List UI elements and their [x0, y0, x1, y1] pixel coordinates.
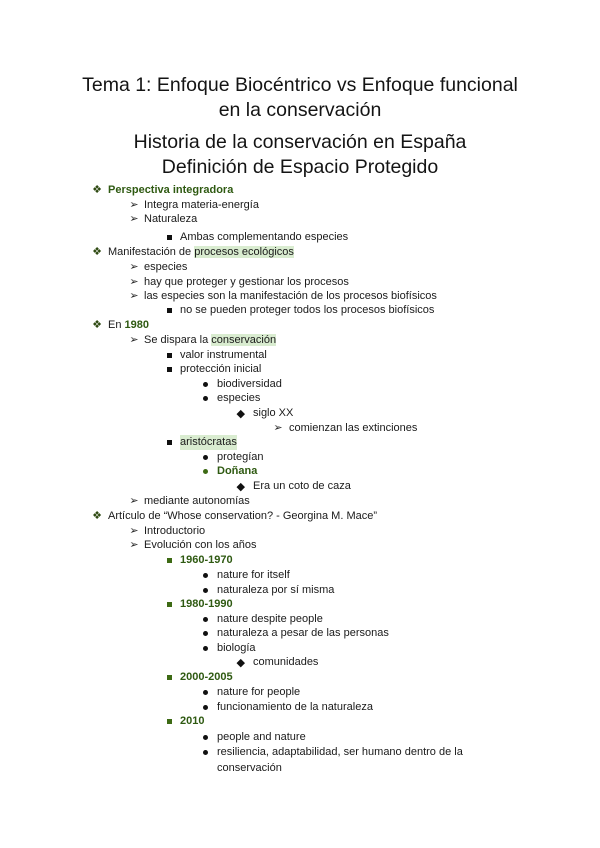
diamond-bullet-icon: ❖: [92, 246, 102, 258]
square-bullet-icon: [162, 435, 176, 450]
dot-bullet-icon: [198, 377, 212, 392]
square-bullet-icon: [162, 362, 176, 377]
arrow-bullet-icon: ➢: [129, 213, 139, 225]
square-bullet-icon: [162, 230, 176, 245]
dot-bullet-icon: [198, 612, 212, 627]
square-bullet-icon: [162, 348, 176, 363]
dot-bullet-icon: [198, 626, 212, 641]
dot-bullet-icon: [198, 730, 212, 745]
square-bullet-icon: [162, 597, 176, 612]
dot-bullet-icon: [198, 641, 212, 656]
dot-bullet-icon: [198, 450, 212, 465]
square-bullet-icon: [162, 714, 176, 729]
arrow-bullet-icon: ➢: [129, 276, 139, 288]
dot-bullet-icon: [198, 464, 212, 479]
title-line-2: en la conservación: [218, 99, 382, 121]
highlighted-text: aristócratas: [180, 436, 237, 448]
diamond-bullet-icon: [234, 479, 248, 494]
diamond-bullet-icon: ❖: [92, 510, 102, 522]
dot-bullet-icon: [198, 745, 212, 760]
title-line-4: Definición de Espacio Protegido: [161, 156, 439, 178]
title-line-1: Tema 1: Enfoque Biocéntrico vs Enfoque funcional: [82, 74, 518, 96]
arrow-bullet-icon: ➢: [129, 539, 139, 551]
dot-bullet-icon: [198, 391, 212, 406]
dot-bullet-icon: [198, 568, 212, 583]
highlighted-text: conservación: [211, 334, 277, 346]
arrow-bullet-icon: ➢: [129, 199, 139, 211]
arrow-bullet-icon: ➢: [129, 334, 139, 346]
arrow-bullet-icon: ➢: [273, 422, 283, 434]
arrow-bullet-icon: ➢: [129, 525, 139, 537]
diamond-bullet-icon: [234, 406, 248, 421]
square-bullet-icon: [162, 553, 176, 568]
dot-bullet-icon: [198, 700, 212, 715]
square-bullet-icon: [162, 670, 176, 685]
arrow-bullet-icon: ➢: [129, 261, 139, 273]
arrow-bullet-icon: ➢: [129, 495, 139, 507]
diamond-bullet-icon: [234, 655, 248, 670]
arrow-bullet-icon: ➢: [129, 290, 139, 302]
title-line-3: Historia de la conservación en España: [133, 131, 467, 153]
diamond-bullet-icon: ❖: [92, 319, 102, 331]
highlighted-text: procesos ecológicos: [194, 246, 294, 258]
dot-bullet-icon: [198, 685, 212, 700]
square-bullet-icon: [162, 303, 176, 318]
dot-bullet-icon: [198, 583, 212, 598]
diamond-bullet-icon: ❖: [92, 184, 102, 196]
